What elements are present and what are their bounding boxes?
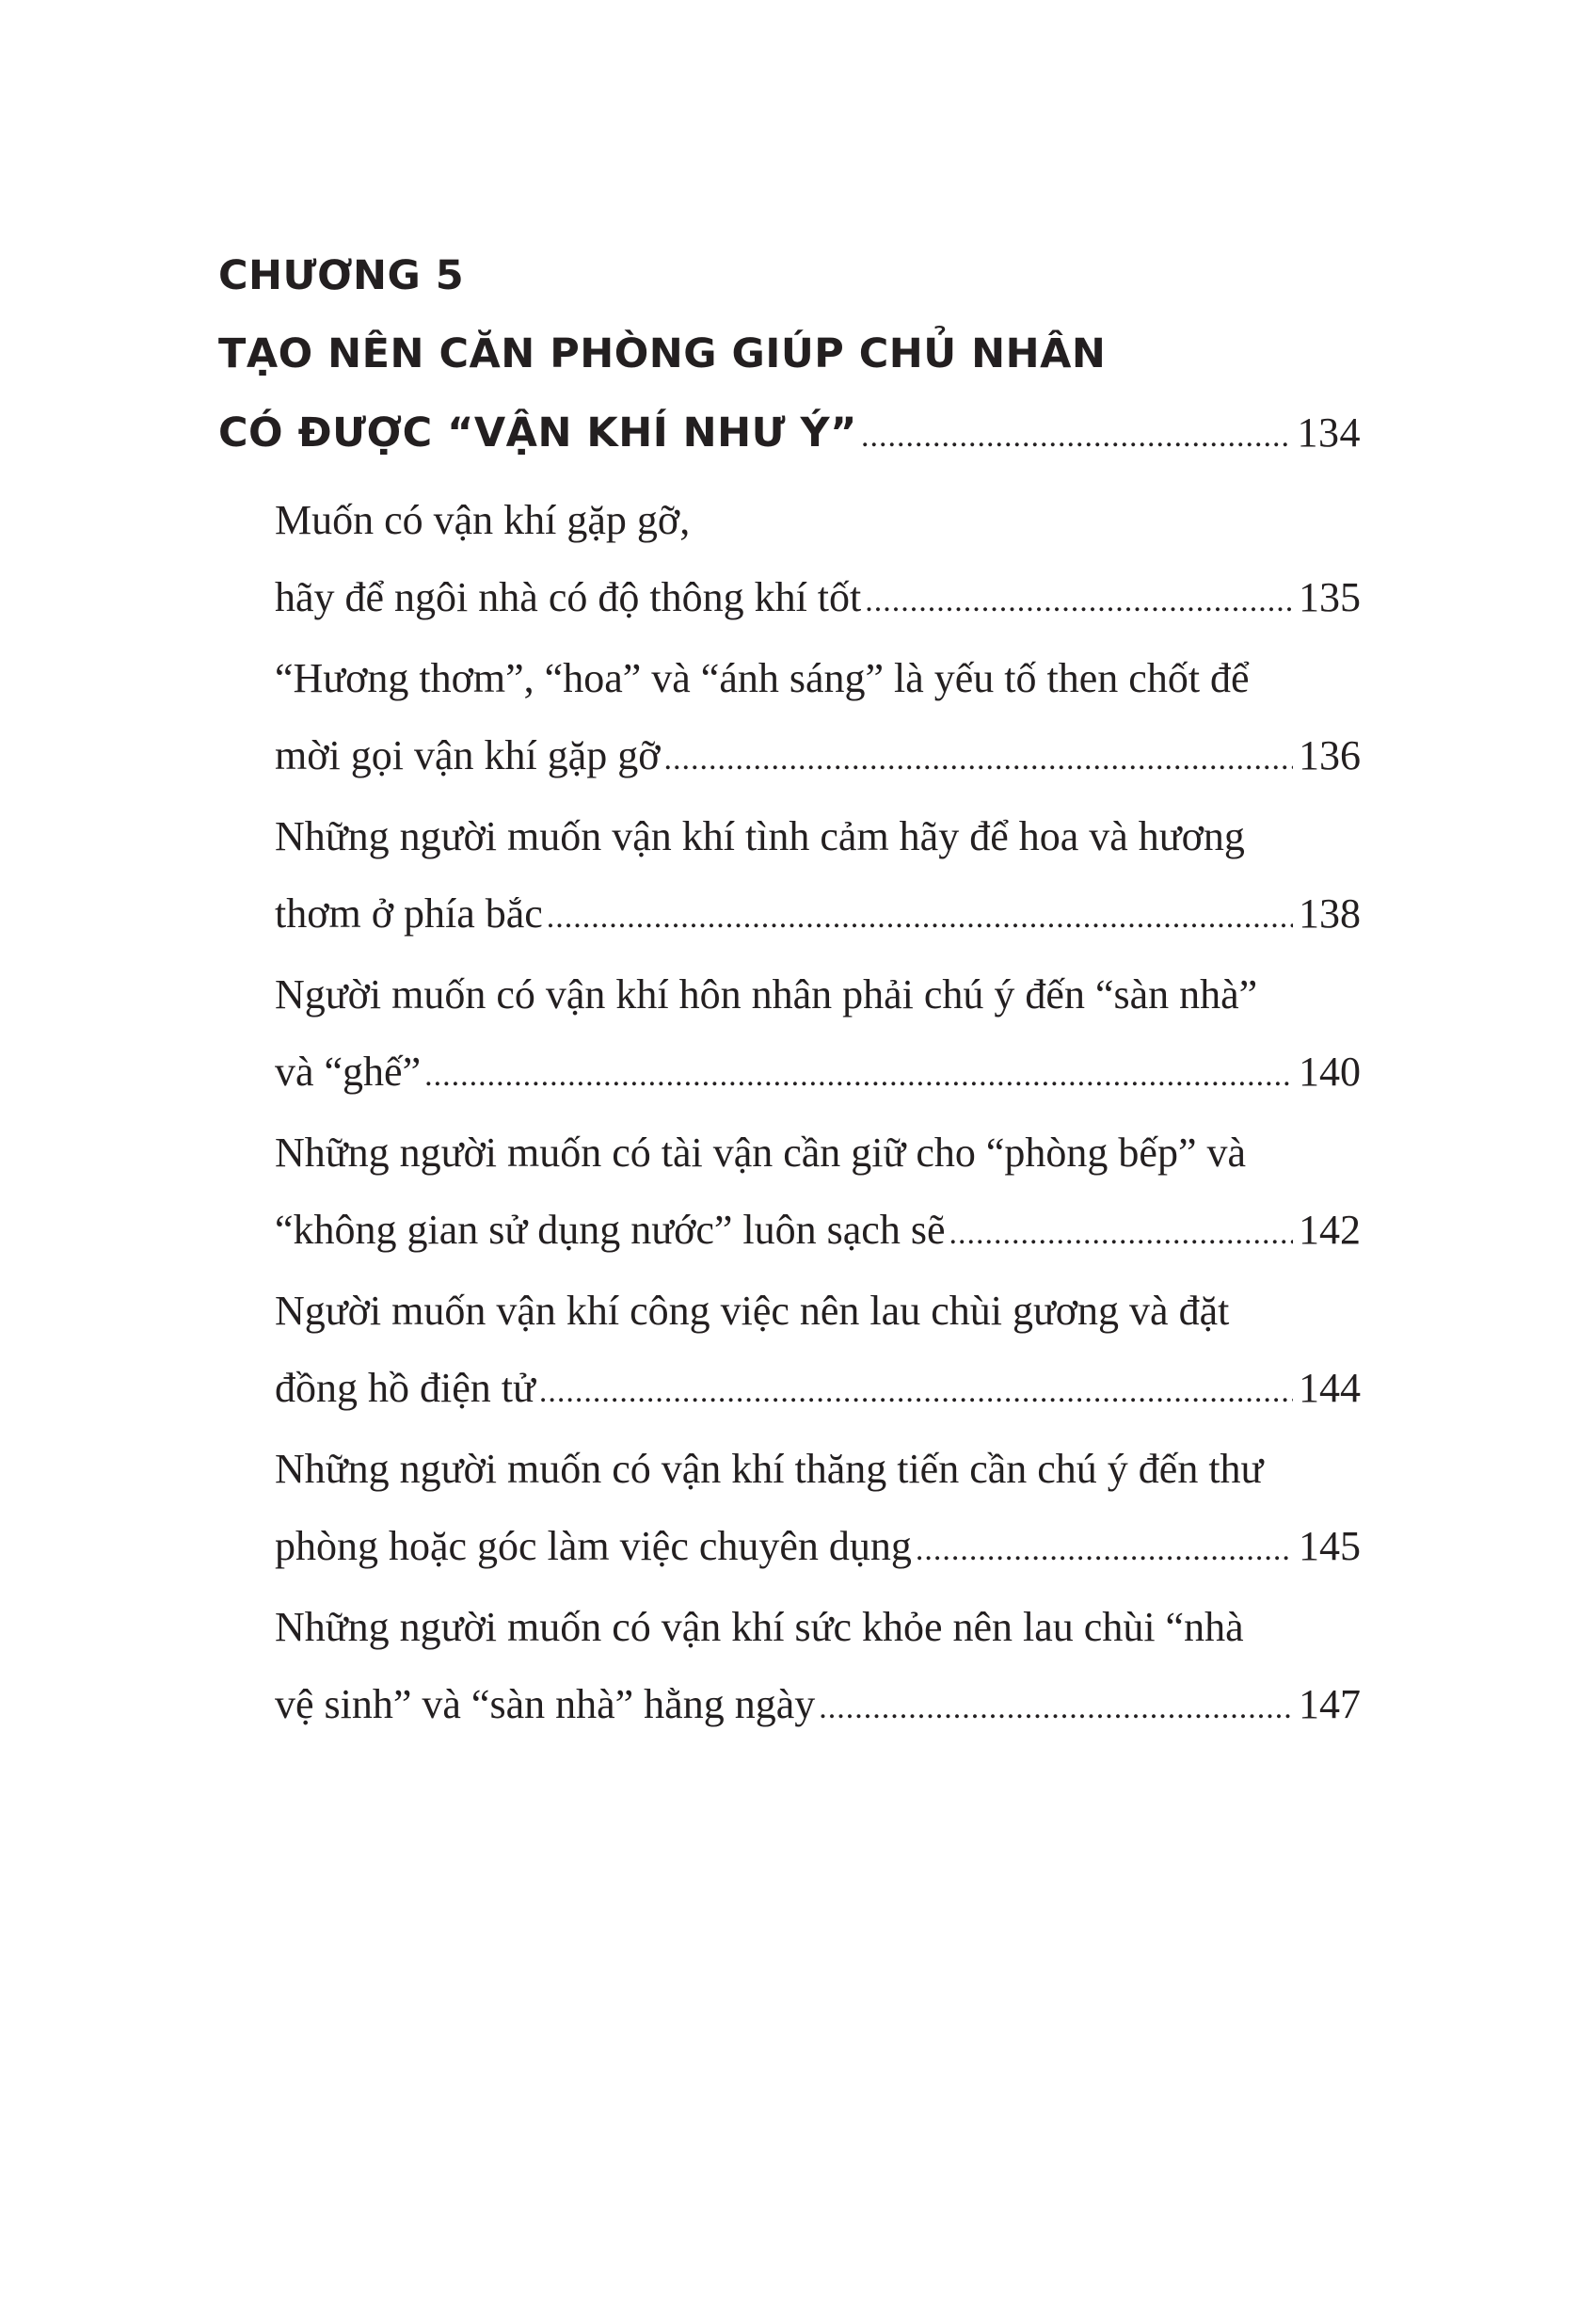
toc-entry-line-2-row — [275, 1508, 1361, 1589]
dot-leader — [916, 1512, 1293, 1589]
toc-entry-line-1: Những người muốn vận khí tình cảm hãy để hoa và hương — [275, 813, 1245, 859]
toc-entry-line-1: Những người muốn có tài vận cần giữ cho “phòng bếp” và — [275, 1130, 1247, 1176]
chapter-heading — [218, 237, 1361, 475]
toc-entry-line-2: mời gọi vận khí gặp gỡ — [275, 732, 661, 778]
dot-leader — [861, 397, 1292, 475]
toc-entry-page-number: 144 — [1299, 1365, 1361, 1411]
toc-entry-line-1: Muốn có vận khí gặp gỡ, — [275, 497, 691, 543]
dot-leader — [819, 1670, 1293, 1747]
toc-entry-line-2: hãy để ngôi nhà có độ thông khí tốt — [275, 574, 862, 620]
toc-entry — [275, 1589, 1361, 1747]
toc-entry — [275, 956, 1361, 1114]
toc-entry — [275, 482, 1361, 640]
chapter-label: CHƯƠNG 5 — [218, 252, 465, 299]
toc-entry-line-2-row — [275, 1350, 1361, 1431]
toc-entry-page-number: 136 — [1299, 732, 1361, 778]
toc-entry-line-2-row — [275, 1192, 1361, 1273]
toc-entry-line-2-row — [275, 875, 1361, 956]
toc-entry-line-1: Những người muốn có vận khí thăng tiến cần chú ý đến thư — [275, 1446, 1264, 1492]
dot-leader — [664, 721, 1294, 798]
toc-entry-line-2: và “ghế” — [275, 1049, 422, 1095]
toc-entry-line-1: Người muốn có vận khí hôn nhân phải chú ý đến “sàn nhà” — [275, 971, 1258, 1018]
toc-entry-line-2: vệ sinh” và “sàn nhà” hằng ngày — [275, 1681, 816, 1727]
toc-entry-page-number: 140 — [1299, 1049, 1361, 1095]
chapter-title-line-2-row — [218, 393, 1361, 475]
dot-leader — [865, 563, 1293, 640]
toc-entry-line-2-row — [275, 1666, 1361, 1747]
toc-entry-page-number: 138 — [1299, 890, 1361, 937]
toc-entry-line-1: Những người muốn có vận khí sức khỏe nên lau chùi “nhà — [275, 1604, 1244, 1650]
toc-entry-line-2-row — [275, 1034, 1361, 1114]
toc-entry — [275, 640, 1361, 798]
toc-entry — [275, 1114, 1361, 1273]
toc-entry-line-2: đồng hồ điện tử — [275, 1365, 535, 1411]
toc-entry-line-2-row — [275, 717, 1361, 798]
dot-leader — [547, 879, 1293, 956]
toc-entry-line-1: Người muốn vận khí công việc nên lau chùi gương và đặt — [275, 1288, 1230, 1334]
toc-entries — [275, 482, 1361, 1747]
toc-entry-line-2-row — [275, 559, 1361, 640]
toc-entry-line-2: thơm ở phía bắc — [275, 890, 543, 937]
toc-entry-line-2: “không gian sử dụng nước” luôn sạch sẽ — [275, 1207, 946, 1253]
chapter-page-number: 134 — [1297, 409, 1361, 456]
dot-leader — [424, 1037, 1293, 1114]
toc-entry-line-1: “Hương thơm”, “hoa” và “ánh sáng” là yếu tố then chốt để — [275, 655, 1250, 701]
dot-leader — [539, 1354, 1293, 1431]
toc-entry-page-number: 147 — [1299, 1681, 1361, 1727]
toc-entry — [275, 798, 1361, 956]
toc-entry-page-number: 135 — [1299, 574, 1361, 620]
chapter-title-line-1: TẠO NÊN CĂN PHÒNG GIÚP CHỦ NHÂN — [218, 330, 1107, 377]
toc-entry-line-2: phòng hoặc góc làm việc chuyên dụng — [275, 1523, 912, 1569]
chapter-title-line-2: CÓ ĐƯỢC “VẬN KHÍ NHƯ Ý” — [218, 409, 857, 457]
toc-entry — [275, 1273, 1361, 1431]
dot-leader — [949, 1195, 1294, 1273]
toc-entry — [275, 1431, 1361, 1589]
toc-entry-page-number: 145 — [1299, 1523, 1361, 1569]
toc-entry-page-number: 142 — [1299, 1207, 1361, 1253]
